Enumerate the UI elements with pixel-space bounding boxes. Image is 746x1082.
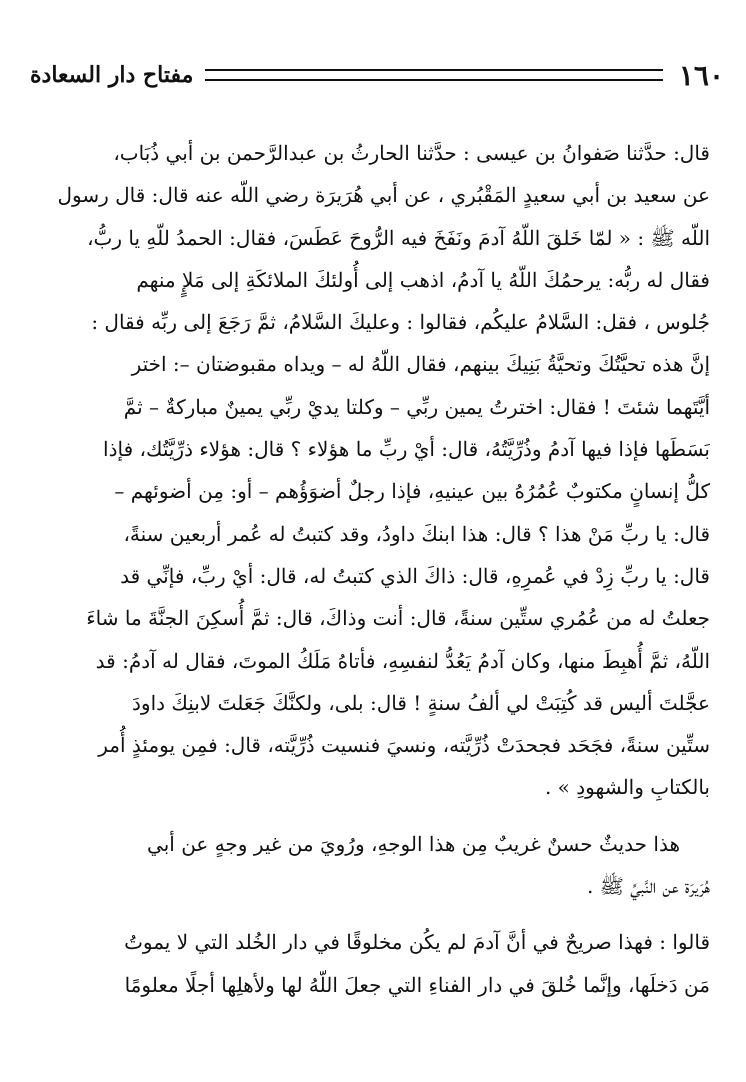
text-line: كلُّ إنسانٍ مكتوبٌ عُمُرُهُ بين عينيهِ، فإذا رجلٌ أضوَؤُهم – أو: مِن أضوئهم – — [114, 479, 710, 504]
text-line: قال: يا ربِّ مَنْ هذا ؟ قال: هذا ابنكَ داودُ، وقد كتبتُ له عُمر أربعين سنةً، — [123, 521, 710, 546]
text-line: عجَّلتَ أليس قد كُتِبَتْ لي ألفُ سنةٍ ! قال: بلى، ولكنَّكَ جَعَلتَ لابنِكَ داودَ — [132, 690, 710, 715]
text-line: قال: يا ربِّ زِدْ في عُمرِهِ، قال: ذاكَ الذي كتبتُ له، قال: أيْ ربِّ، فإنِّي قد — [120, 563, 710, 588]
text-line: هُرَيرَة عن النَّبيِّ ﷺ . — [587, 874, 710, 899]
header-rule — [205, 69, 662, 81]
text-line: فقال له ربُّه: يرحمُكَ اللّهُ يا آدمُ، اذهب إلى أُولئكَ الملائكَةِ إلى مَلإٍ منهم — [136, 267, 710, 292]
text-line: بالكتابِ والشهودِ » . — [544, 775, 710, 800]
page-header — [30, 58, 724, 92]
text-line: اللّهُ، ثمَّ أُهبِطَ منها، وكان آدمُ يَعُدُّ لنفسِهِ، فأتاهُ مَلَكُ الموتَ، فقال له آدمُ: قد — [95, 648, 710, 673]
text-line: عن سعيد بن أبي سعيدٍ المَقْبُري ، عن أبي هُرَيرَة رضي اللّه عنه قال: قال رسول — [57, 183, 710, 208]
paragraph-argument — [36, 921, 710, 1006]
text-line: جُلوس ، فقل: السَّلامُ عليكُم، فقالوا : وعليكَ السَّلامُ، ثمَّ رَجَعَ إلى ربِّه فقال : — [91, 310, 710, 335]
text-line: بَسَطَها فإذا فيها آدمُ وذُرِّيَّتُهُ، قال: أيْ ربِّ ما هؤلاء ؟ قال: هؤلاء ذرِّيَّتُك، فإذا — [103, 437, 710, 462]
paragraph-hadith — [36, 132, 710, 809]
text-line: قال: حدَّثنا صَفوانُ بن عيسى : حدَّثنا الحارثُ بن عبدالرَّحمن بن أبي ذُبَاب، — [113, 141, 710, 165]
text-line: ستِّين سنةً، فجَحَد فجحدَتْ ذُرِّيَّته، ونسيَ فنسيت ذُرِّيَّته، قال: فمِن يومئذٍ أُمر — [98, 733, 710, 758]
text-line: اللّه ﷺ : « لمّا خَلقَ اللّهُ آدمَ ونَفَخَ فيه الرُّوحَ عَطَسَ، فقال: الحمدُ للّهِ يا ربُّ، — [87, 225, 710, 250]
page-number: ١٦٠ — [678, 58, 724, 92]
text-line: إنَّ هذه تحيَّتُكَ وتحيَّةُ بَنِيكَ بينهم، فقال اللّهُ له – ويداه مقبوضتان –: اختر — [131, 352, 710, 377]
text-line: قالوا : فهذا صريحٌ في أنَّ آدمَ لم يكُن مخلوقًا في دار الخُلد التي لا يموتُ — [124, 930, 710, 955]
text-line: أيَّتَهما شئتَ ! فقال: اخترتُ يمين ربِّي – وكلتا يديْ ربِّي يمينٌ مباركةٌ – ثمَّ — [123, 394, 710, 419]
page-body — [36, 132, 710, 1006]
text-line: هذا حديثٌ حسنٌ غريبٌ مِن هذا الوجهِ، ورُويَ من غير وجهٍ عن أبي — [147, 831, 680, 856]
text-line: جعلتُ له من عُمُري ستِّين سنةً، قال: أنت وذاكَ، قال: ثمَّ أُسكِنَ الجنَّةَ ما شاءَ — [86, 606, 710, 631]
paragraph-grading — [36, 823, 710, 908]
running-title: مفتاح دار السعادة — [30, 62, 194, 88]
text-line: مَن دَخلَها، وإنَّما خُلقَ في دار الفناءِ التي جعلَ اللّهُ لها ولأهلِها أجلًا معلومًا — [124, 972, 710, 997]
